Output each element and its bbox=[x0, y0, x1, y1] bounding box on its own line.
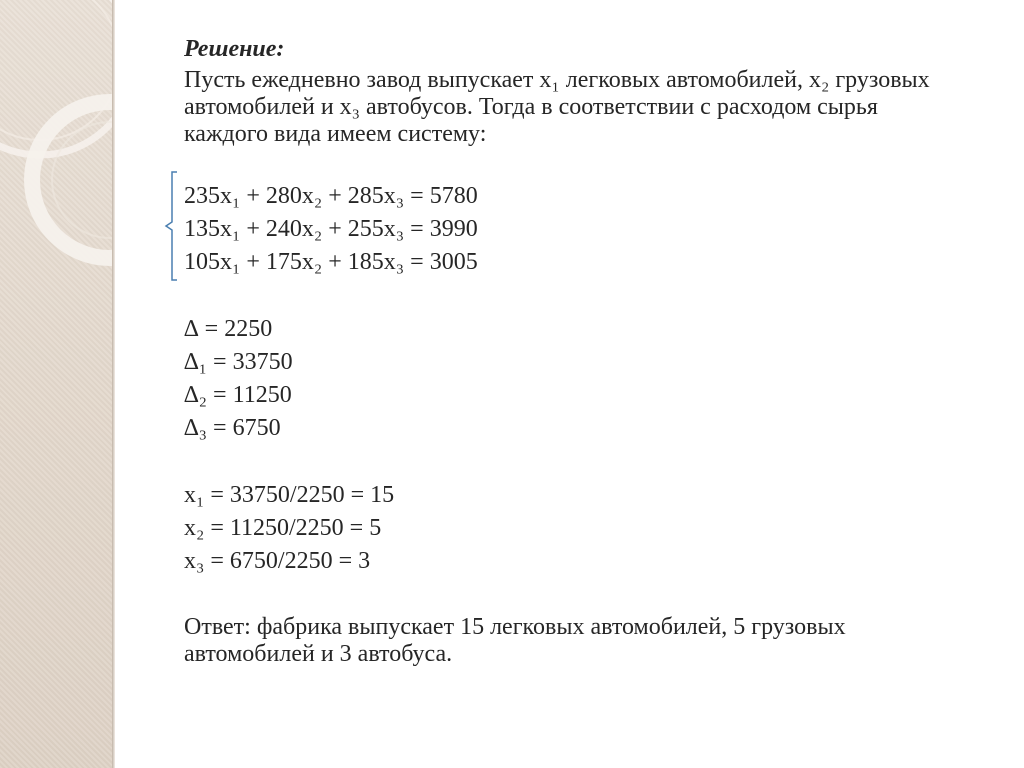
system-brace-icon bbox=[163, 170, 179, 282]
decorative-circles-icon bbox=[0, 0, 112, 768]
determinant-main: ∆ = 2250 bbox=[184, 316, 273, 342]
intro-paragraph: Пусть ежедневно завод выпускает x₁ легковых автомобилей, x₂ грузовых автомобилей и x₃ автобусов. Тогда в соответствии с расходом сырья каждого вида имеем систему: bbox=[184, 67, 930, 147]
determinant-3: ∆₃ = 6750 bbox=[184, 415, 281, 441]
determinant-2: ∆₂ = 11250 bbox=[184, 382, 292, 408]
result-x3: x₃ = 6750/2250 = 3 bbox=[184, 548, 371, 574]
band-divider bbox=[112, 0, 115, 768]
result-x2: x₂ = 11250/2250 = 5 bbox=[184, 515, 382, 541]
determinant-1: ∆₁ = 33750 bbox=[184, 349, 293, 375]
answer-paragraph: Ответ: фабрика выпускает 15 легковых автомобилей, 5 грузовых автомобилей и 3 автобуса. bbox=[184, 614, 846, 667]
result-x1: x₁ = 33750/2250 = 15 bbox=[184, 482, 395, 508]
equation-2: 135x₁ + 240x₂ + 255x₃ = 3990 bbox=[184, 216, 478, 242]
decorative-side-band bbox=[0, 0, 112, 768]
equation-3: 105x₁ + 175x₂ + 185x₃ = 3005 bbox=[184, 249, 478, 275]
solution-heading: Решение: bbox=[184, 36, 285, 62]
equation-1: 235x₁ + 280x₂ + 285x₃ = 5780 bbox=[184, 183, 478, 209]
